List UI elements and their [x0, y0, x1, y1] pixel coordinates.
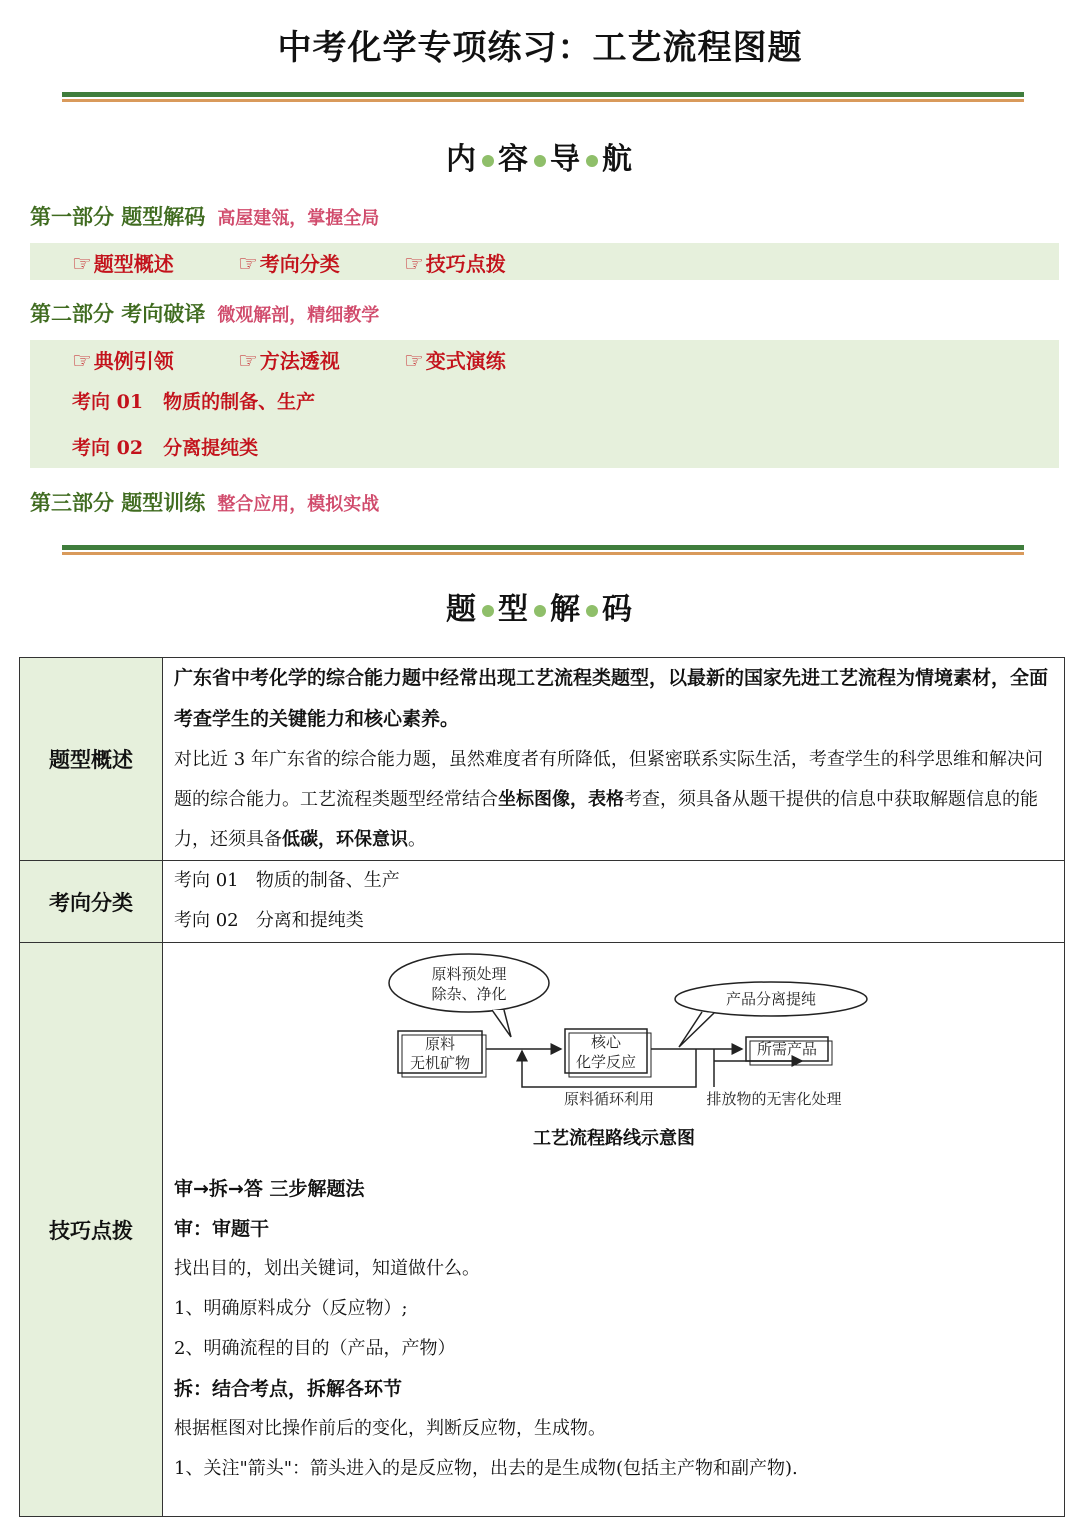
nav-link-practice[interactable]: ☞ 变式演练 [404, 349, 506, 374]
part-name: 第二部分 考向破译 [30, 302, 206, 326]
core-reaction-label-2: 化学反应 [575, 1053, 637, 1071]
pretreatment-bubble [389, 954, 549, 1012]
classify-content [163, 861, 1065, 943]
part-subtitle: 高屋建瓴，掌握全局 [217, 208, 380, 229]
step2-item: 1、关注"箭头"：箭头进入的是反应物，出去的是生成物(包括主产物和副产物). [174, 1458, 798, 1479]
pretreatment-label-2: 除杂、净化 [431, 985, 507, 1003]
pointing-hand-icon: ☞ [404, 252, 424, 277]
classify-item: 考向 02 分离和提纯类 [174, 910, 364, 931]
top-divider [62, 92, 1024, 102]
method-title: 审→拆→答 三步解题法 [174, 1178, 365, 1200]
core-reaction-label-1: 核心 [590, 1033, 622, 1051]
nav-link-examples[interactable]: ☞ 典例引领 [72, 349, 174, 374]
overview-para-1: 广东省中考化学的综合能力题中经常出现工艺流程类题型，以最新的国家先进工艺流程为情境素材，全面考查学生的关键能力和核心素养。 [174, 667, 1049, 730]
product-label: 所需产品 [756, 1040, 818, 1058]
nav-link-classify[interactable]: ☞ 考向分类 [238, 252, 340, 277]
page-title: 中考化学专项练习：工艺流程图题 [277, 28, 803, 68]
part-subtitle: 微观解剖，精细教学 [217, 305, 380, 326]
raw-material-label-2: 无机矿物 [409, 1054, 471, 1072]
pointing-hand-icon: ☞ [404, 349, 424, 374]
table-row [20, 658, 1065, 861]
nav-part-2 [30, 298, 379, 328]
diagram-caption: 工艺流程路线示意图 [533, 1128, 695, 1149]
decode-table [19, 657, 1065, 1517]
step1-item: 2、明确流程的目的（产品，产物） [174, 1338, 456, 1359]
part1-links-band [30, 243, 1059, 280]
part-subtitle: 整合应用，模拟实战 [217, 494, 380, 515]
nav-topic-1[interactable]: 考向 01 物质的制备、生产 [72, 391, 316, 413]
step1-item: 1、明确原料成分（反应物）; [174, 1298, 408, 1319]
middle-divider [62, 545, 1024, 555]
tips-content [163, 943, 1065, 1517]
row-label-overview: 题型概述 [20, 658, 163, 861]
pretreatment-label-1: 原料预处理 [431, 965, 507, 983]
part-name: 第一部分 题型解码 [30, 205, 206, 229]
row-label-tips: 技巧点拨 [20, 943, 163, 1517]
step1-title: 审：审题干 [174, 1218, 270, 1240]
raw-material-label-1: 原料 [424, 1035, 456, 1053]
table-row [20, 861, 1065, 943]
nav-part-1 [30, 201, 379, 231]
pointing-hand-icon: ☞ [238, 349, 258, 374]
table-row [20, 943, 1065, 1517]
separation-label: 产品分离提纯 [725, 990, 817, 1008]
nav-link-overview[interactable]: ☞ 题型概述 [72, 252, 174, 277]
step1-desc: 找出目的，划出关键词，知道做什么。 [174, 1258, 480, 1279]
classify-item: 考向 01 物质的制备、生产 [174, 870, 400, 891]
pointing-hand-icon: ☞ [72, 252, 92, 277]
step2-desc: 根据框图对比操作前后的变化，判断反应物，生成物。 [174, 1418, 606, 1439]
process-flow-diagram [174, 951, 1054, 1109]
nav-topic-2[interactable]: 考向 02 分离提纯类 [72, 437, 259, 459]
pointing-hand-icon: ☞ [72, 349, 92, 374]
overview-para-2: 对比近 3 年广东省的综合能力题，虽然难度者有所降低，但紧密联系实际生活，考查学生的科学思维和解决问题的综合能力。工艺流程类题型经常结合坐标图像，表格考查，须具备从题干提供的信息中获取解题信息的能力，还须具备低碳，环保意识。 [174, 749, 1043, 850]
discharge-label: 排放物的无害化处理 [706, 1090, 842, 1108]
pointing-hand-icon: ☞ [238, 252, 258, 277]
row-label-classify: 考向分类 [20, 861, 163, 943]
overview-content [163, 658, 1065, 861]
decode-heading: 题 型 解 码 [446, 592, 634, 627]
nav-link-methods[interactable]: ☞ 方法透视 [238, 349, 340, 374]
recycle-label: 原料循环利用 [563, 1090, 655, 1108]
nav-link-tips[interactable]: ☞ 技巧点拨 [404, 252, 506, 277]
nav-heading: 内 容 导 航 [446, 142, 634, 177]
step2-title: 拆：结合考点，拆解各环节 [174, 1378, 403, 1400]
nav-part-3 [30, 487, 379, 517]
part-name: 第三部分 题型训练 [30, 491, 206, 515]
